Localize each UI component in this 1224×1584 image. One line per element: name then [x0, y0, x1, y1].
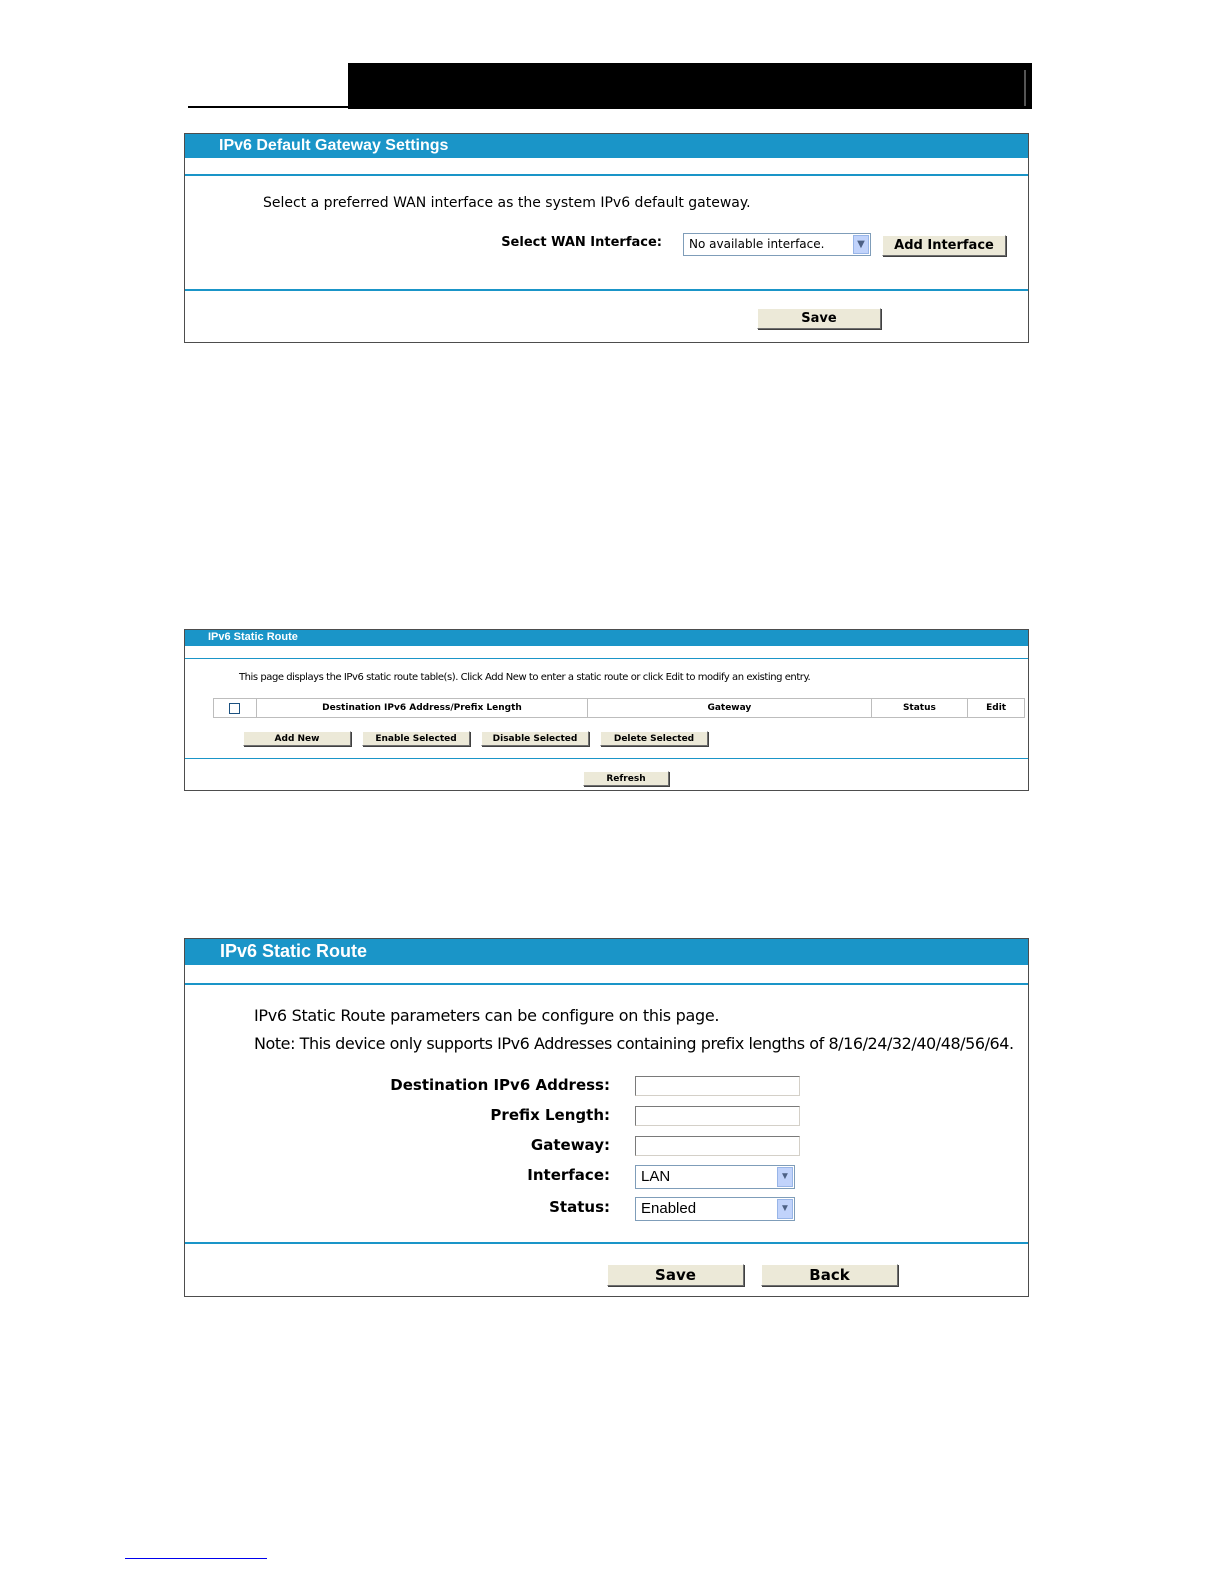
panel-title: IPv6 Static Route — [185, 630, 1028, 646]
wan-interface-value: No available interface. — [689, 237, 825, 251]
gateway-input[interactable] — [635, 1136, 800, 1156]
column-edit: Edit — [968, 699, 1025, 718]
column-destination: Destination IPv6 Address/Prefix Length — [256, 699, 587, 718]
refresh-button[interactable]: Refresh — [583, 771, 669, 786]
add-new-button[interactable]: Add New — [243, 731, 351, 746]
divider — [185, 1242, 1028, 1244]
destination-address-input[interactable] — [635, 1076, 800, 1096]
save-button[interactable]: Save — [607, 1264, 744, 1286]
interface-label: Interface: — [527, 1166, 610, 1184]
chevron-down-icon: ▼ — [853, 235, 869, 254]
chevron-down-icon: ▼ — [777, 1199, 793, 1219]
footer-rule — [125, 1558, 267, 1559]
table-header-row — [214, 699, 1025, 718]
column-gateway: Gateway — [588, 699, 871, 718]
delete-selected-button[interactable]: Delete Selected — [600, 731, 708, 746]
select-all-checkbox[interactable] — [229, 703, 240, 714]
status-label: Status: — [549, 1198, 610, 1216]
gateway-label: Gateway: — [530, 1136, 610, 1154]
enable-selected-button[interactable]: Enable Selected — [362, 731, 470, 746]
disable-selected-button[interactable]: Disable Selected — [481, 731, 589, 746]
divider — [185, 983, 1028, 985]
prefix-length-label: Prefix Length: — [490, 1106, 610, 1124]
chevron-down-icon: ▼ — [777, 1167, 793, 1187]
panel-description: This page displays the IPv6 static route table(s). Click Add New to enter a static route or click Edit to modify an existing entry. — [239, 672, 811, 683]
panel-description: Select a preferred WAN interface as the system IPv6 default gateway. — [263, 195, 751, 211]
interface-value: LAN — [641, 1168, 671, 1185]
static-route-list-panel — [184, 629, 1029, 791]
panel-title: IPv6 Static Route — [185, 939, 1028, 965]
interface-select[interactable] — [635, 1165, 795, 1189]
panel-description: IPv6 Static Route parameters can be configure on this page. — [254, 1006, 720, 1025]
header-underline — [188, 106, 348, 108]
divider — [185, 758, 1028, 759]
panel-title: IPv6 Default Gateway Settings — [185, 134, 1028, 158]
status-value: Enabled — [641, 1200, 697, 1217]
header-bar — [348, 63, 1032, 109]
prefix-length-input[interactable] — [635, 1106, 800, 1126]
panel-note: Note: This device only supports IPv6 Addresses containing prefix lengths of 8/16/24/32/40/48/56/64. — [254, 1034, 1014, 1053]
add-interface-button[interactable]: Add Interface — [882, 235, 1006, 256]
wan-interface-select[interactable] — [683, 233, 871, 256]
gateway-settings-panel — [184, 133, 1029, 343]
divider — [185, 658, 1028, 659]
column-status: Status — [871, 699, 968, 718]
header-divider — [1024, 70, 1026, 106]
select-all-cell — [214, 699, 257, 718]
destination-label: Destination IPv6 Address: — [390, 1076, 610, 1094]
divider — [185, 289, 1028, 291]
status-select[interactable] — [635, 1197, 795, 1221]
save-button[interactable]: Save — [757, 308, 881, 329]
wan-interface-label: Select WAN Interface: — [501, 235, 662, 250]
back-button[interactable]: Back — [761, 1264, 898, 1286]
static-route-edit-panel — [184, 938, 1029, 1297]
route-table — [213, 698, 1025, 718]
divider — [185, 174, 1028, 176]
